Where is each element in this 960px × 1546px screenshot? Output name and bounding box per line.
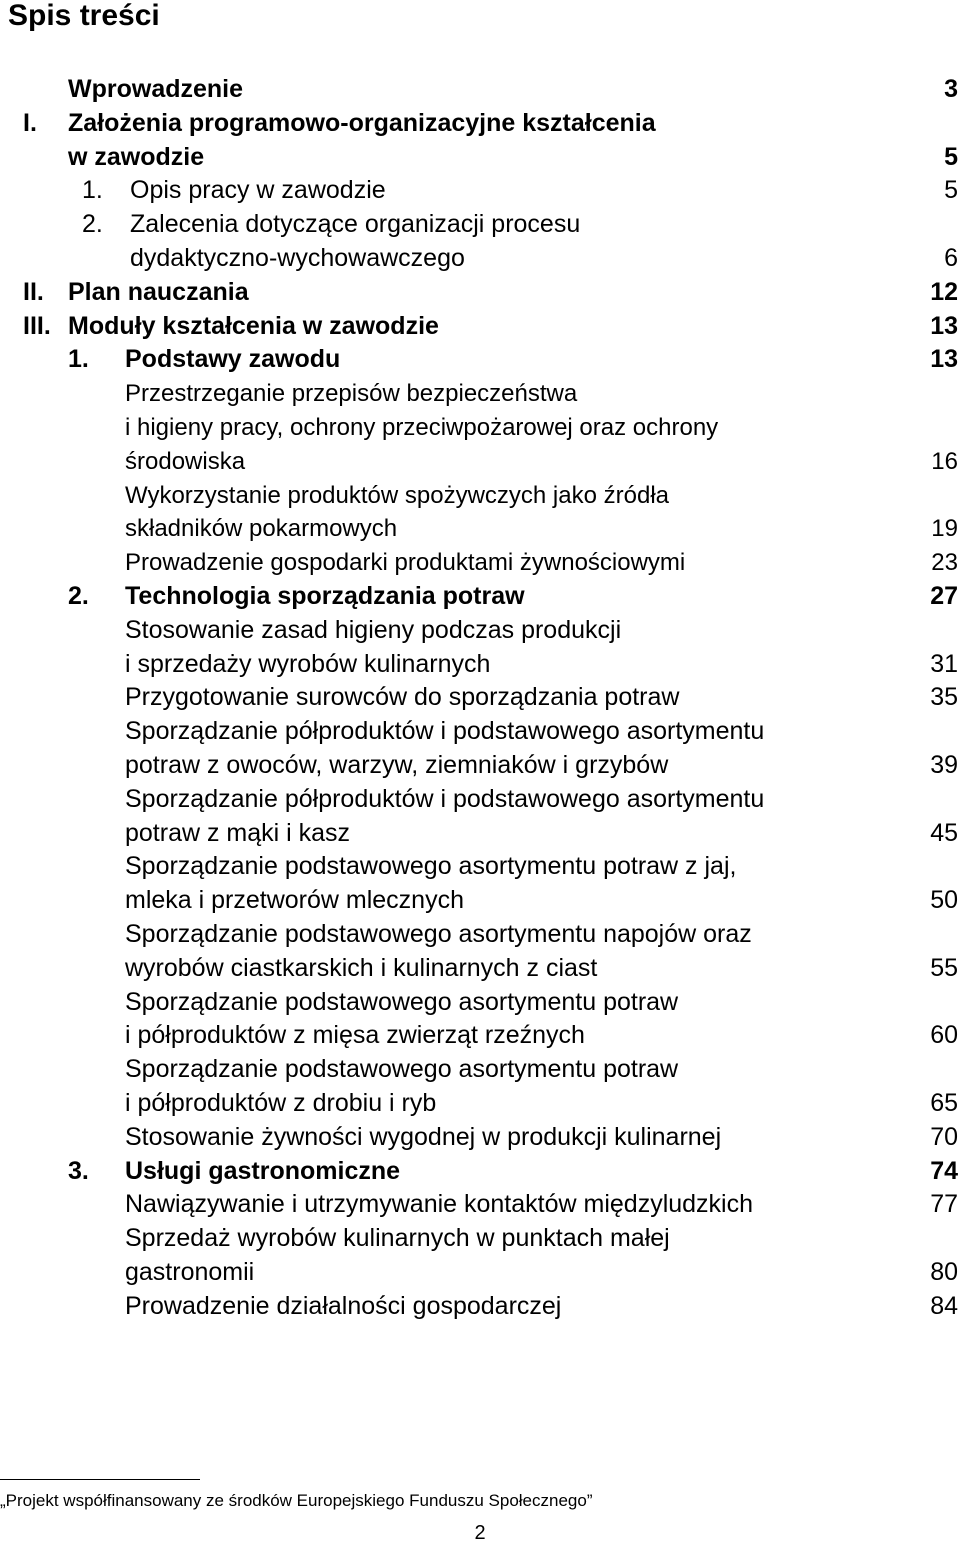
toc-entry xyxy=(0,73,960,107)
toc-entry xyxy=(0,141,960,175)
toc-entry-title: Sporządzanie podstawowego asortymentu potraw xyxy=(125,987,679,1016)
toc-entry-page: 77 xyxy=(930,1190,958,1219)
toc-entry-title: Wykorzystanie produktów spożywczych jako źródła xyxy=(125,481,669,509)
toc-entry xyxy=(0,783,960,817)
toc-entry-number: 3. xyxy=(68,1156,89,1185)
toc-entry-title: dydaktyczno-wychowawczego xyxy=(130,243,465,272)
toc-entry-title: środowiska xyxy=(125,447,246,475)
toc-entry-title: Plan nauczania xyxy=(68,277,249,306)
toc-entry xyxy=(0,107,960,141)
toc-entry xyxy=(0,1290,960,1324)
toc-entry-page: 19 xyxy=(931,515,958,543)
table-of-contents xyxy=(0,73,960,1323)
toc-entry xyxy=(0,1188,960,1222)
toc-entry-page: 27 xyxy=(930,581,958,610)
toc-entry-title: Technologia sporządzania potraw xyxy=(125,581,525,610)
toc-entry-title: Sporządzanie półproduktów i podstawowego asortymentu xyxy=(125,784,765,813)
toc-entry-page: 12 xyxy=(930,277,958,306)
toc-entry-number: 1. xyxy=(68,345,89,374)
toc-entry-page: 6 xyxy=(944,243,958,272)
footer-divider xyxy=(0,1479,200,1480)
toc-entry-title: Wprowadzenie xyxy=(68,75,244,103)
toc-entry-title: Stosowanie żywności wygodnej w produkcji kulinarnej xyxy=(125,1122,722,1151)
toc-entry xyxy=(0,1222,960,1256)
toc-entry-page: 50 xyxy=(930,886,958,915)
page-title: Spis treści xyxy=(8,0,160,32)
toc-entry-title: potraw z mąki i kasz xyxy=(125,818,351,847)
toc-entry-title: Sporządzanie podstawowego asortymentu napojów oraz xyxy=(125,919,752,948)
toc-entry xyxy=(0,580,960,614)
toc-entry xyxy=(0,343,960,377)
toc-entry xyxy=(0,174,960,208)
toc-entry-title: Moduły kształcenia w zawodzie xyxy=(68,311,439,340)
toc-entry-page: 60 xyxy=(930,1021,958,1050)
toc-entry xyxy=(0,377,960,411)
toc-entry-page: 16 xyxy=(931,447,958,475)
toc-entry-page: 84 xyxy=(930,1291,958,1320)
toc-entry-title: i higieny pracy, ochrony przeciwpożarowej oraz ochrony xyxy=(125,413,719,441)
toc-entry-page: 74 xyxy=(930,1156,958,1185)
toc-entry-number: II. xyxy=(23,277,44,306)
toc-entry-page: 31 xyxy=(930,649,958,678)
toc-entry-page: 23 xyxy=(931,549,958,577)
toc-entry xyxy=(0,614,960,648)
toc-entry-page: 39 xyxy=(930,750,958,779)
toc-entry xyxy=(0,445,960,479)
page-number: 2 xyxy=(474,1522,486,1544)
toc-entry xyxy=(0,850,960,884)
toc-entry-title: Sporządzanie półproduktów i podstawowego asortymentu xyxy=(125,717,765,746)
toc-entry xyxy=(0,918,960,952)
toc-entry-page: 5 xyxy=(944,142,958,171)
toc-entry xyxy=(0,1155,960,1189)
toc-entry xyxy=(0,884,960,918)
toc-entry xyxy=(0,310,960,344)
toc-entry-page: 5 xyxy=(944,176,958,205)
toc-entry-number: 1. xyxy=(82,176,103,205)
toc-entry-page: 3 xyxy=(944,75,958,103)
toc-entry-page: 70 xyxy=(930,1122,958,1151)
toc-entry xyxy=(0,1053,960,1087)
toc-entry-title: składników pokarmowych xyxy=(125,515,398,543)
toc-entry xyxy=(0,512,960,546)
toc-entry xyxy=(0,986,960,1020)
toc-entry xyxy=(0,242,960,276)
toc-entry-page: 80 xyxy=(930,1257,958,1286)
toc-entry-title: Założenia programowo-organizacyjne kształcenia xyxy=(68,108,656,137)
toc-entry xyxy=(0,546,960,580)
toc-entry-title: Nawiązywanie i utrzymywanie kontaktów międzyludzkich xyxy=(125,1190,754,1219)
footer-text: „Projekt współfinansowany ze środków Europejskiego Funduszu Społecznego” xyxy=(0,1491,593,1510)
toc-entry xyxy=(0,1087,960,1121)
toc-entry-title: Podstawy zawodu xyxy=(125,345,341,374)
toc-entry-title: Stosowanie zasad higieny podczas produkcji xyxy=(125,615,622,644)
toc-entry-page: 13 xyxy=(930,311,958,340)
toc-entry-title: Przestrzeganie przepisów bezpieczeństwa xyxy=(125,380,578,408)
toc-entry-page: 65 xyxy=(930,1088,958,1117)
toc-entry xyxy=(0,276,960,310)
toc-entry xyxy=(0,208,960,242)
toc-entry xyxy=(0,411,960,445)
toc-entry xyxy=(0,479,960,513)
toc-entry xyxy=(0,1121,960,1155)
toc-entry xyxy=(0,817,960,851)
toc-entry xyxy=(0,1019,960,1053)
toc-entry-title: gastronomii xyxy=(125,1257,255,1286)
toc-entry-page: 13 xyxy=(930,345,958,374)
toc-entry-title: Przygotowanie surowców do sporządzania potraw xyxy=(125,683,680,712)
toc-entry-title: Usługi gastronomiczne xyxy=(125,1156,401,1185)
toc-entry xyxy=(0,749,960,783)
toc-entry-title: i półproduktów z mięsa zwierząt rzeźnych xyxy=(125,1021,585,1050)
toc-entry-title: wyrobów ciastkarskich i kulinarnych z ciast xyxy=(125,953,598,982)
toc-entry-number: 2. xyxy=(68,581,89,610)
toc-entry-title: Prowadzenie gospodarki produktami żywnościowymi xyxy=(125,549,686,577)
toc-entry xyxy=(0,715,960,749)
toc-entry-page: 35 xyxy=(930,683,958,712)
toc-entry-title: Prowadzenie działalności gospodarczej xyxy=(125,1291,562,1320)
toc-entry xyxy=(0,681,960,715)
toc-entry-page: 45 xyxy=(930,818,958,847)
toc-entry-title: Sporządzanie podstawowego asortymentu potraw z jaj, xyxy=(125,852,737,881)
toc-entry-title: w zawodzie xyxy=(68,142,205,171)
toc-entry-title: Zalecenia dotyczące organizacji procesu xyxy=(130,210,581,239)
toc-entry xyxy=(0,648,960,682)
toc-entry-title: Sprzedaż wyrobów kulinarnych w punktach małej xyxy=(125,1224,670,1253)
toc-entry-number: I. xyxy=(23,108,37,137)
toc-entry xyxy=(0,952,960,986)
toc-entry xyxy=(0,1256,960,1290)
toc-entry-title: potraw z owoców, warzyw, ziemniaków i grzybów xyxy=(125,750,669,779)
toc-entry-title: Opis pracy w zawodzie xyxy=(130,176,386,205)
toc-entry-title: Sporządzanie podstawowego asortymentu potraw xyxy=(125,1055,679,1084)
toc-entry-number: 2. xyxy=(82,210,103,239)
toc-entry-number: III. xyxy=(23,311,51,340)
toc-entry-page: 55 xyxy=(930,953,958,982)
toc-entry-title: mleka i przetworów mlecznych xyxy=(125,886,464,915)
toc-entry-title: i sprzedaży wyrobów kulinarnych xyxy=(125,649,491,678)
toc-entry-title: i półproduktów z drobiu i ryb xyxy=(125,1088,437,1117)
